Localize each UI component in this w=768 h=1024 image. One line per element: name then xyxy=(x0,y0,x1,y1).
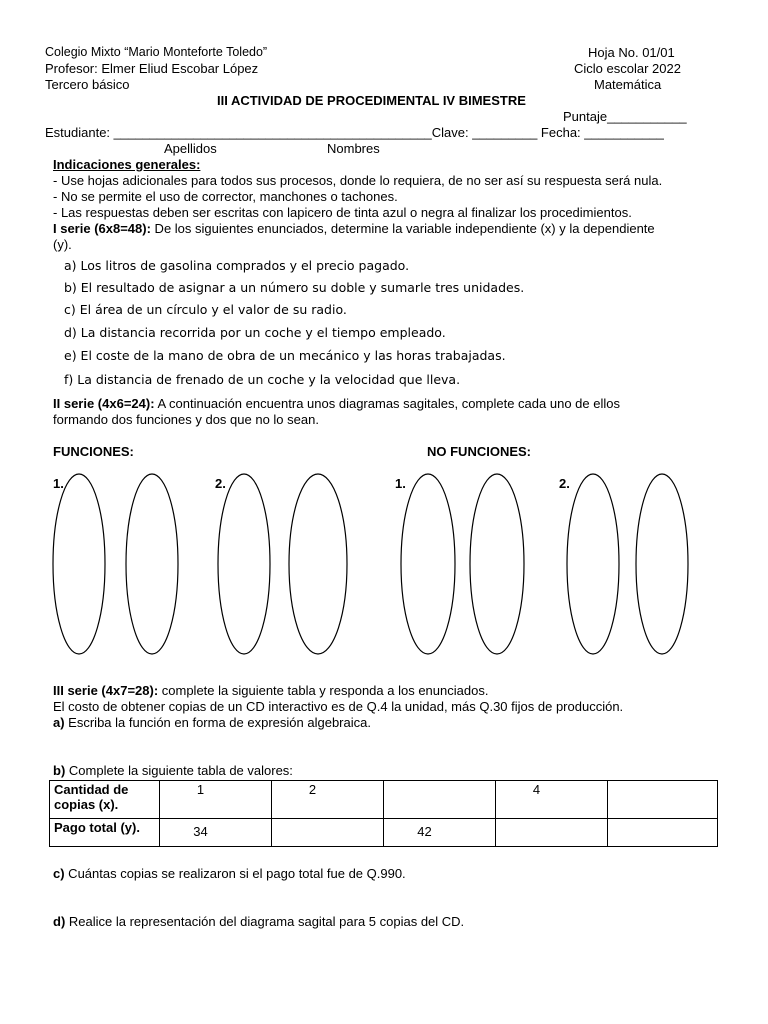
serie2-label: II serie (4x6=24): xyxy=(53,396,155,411)
serie2-text-cont: formando dos funciones y dos que no lo sean. xyxy=(53,412,319,427)
school-year: Ciclo escolar 2022 xyxy=(574,61,681,76)
table-row xyxy=(50,819,718,847)
table-cell[interactable] xyxy=(608,781,718,819)
values-table xyxy=(49,780,718,847)
diagram-set-ellipse xyxy=(289,474,347,654)
question-b xyxy=(53,763,293,778)
instruction-item: - Las respuestas deben ser escritas con lapicero de tinta azul o negra al finalizar los procedimientos. xyxy=(53,205,632,220)
table-cell[interactable]: 4 xyxy=(496,781,608,819)
school-name: Colegio Mixto “Mario Monteforte Toledo” xyxy=(45,45,268,59)
serie1-text-cont: (y). xyxy=(53,237,72,252)
question-c-text: Cuántas copias se realizaron si el pago total fue de Q.990. xyxy=(64,866,406,881)
serie1-label: I serie (6x8=48): xyxy=(53,221,151,236)
question-d-text: Realice la representación del diagrama sagital para 5 copias del CD. xyxy=(65,914,465,929)
serie1-item-e: e) El coste de la mano de obra de un mecánico y las horas trabajadas. xyxy=(64,348,506,363)
question-c xyxy=(53,866,406,881)
serie3-text: complete la siguiente tabla y responda a los enunciados. xyxy=(158,683,489,698)
teacher-name: Profesor: Elmer Eliud Escobar López xyxy=(45,61,259,76)
serie2-text: A continuación encuentra unos diagramas sagitales, complete cada uno de ellos xyxy=(154,396,620,411)
question-d xyxy=(53,914,464,929)
diagram-set-ellipse xyxy=(567,474,619,654)
table-row xyxy=(50,781,718,819)
question-b-label: b) xyxy=(53,763,66,778)
diagram-set-ellipse xyxy=(470,474,524,654)
table-cell[interactable] xyxy=(608,819,718,847)
serie1-text: De los siguientes enunciados, determine la variable independiente (x) y la dependiente xyxy=(150,221,655,236)
student-line: Estudiante: ____________________________________________Clave: _________ Fecha: ___________ xyxy=(45,125,664,140)
serie1-item-b: b) El resultado de asignar a un número su doble y sumarle tres unidades. xyxy=(64,280,525,295)
surnames-caption: Apellidos xyxy=(164,141,217,156)
question-c-label: c) xyxy=(53,866,65,881)
table-cell[interactable] xyxy=(496,819,608,847)
question-a-label: a) xyxy=(53,715,65,730)
no-functions-heading: NO FUNCIONES: xyxy=(427,444,531,459)
table-cell[interactable]: 42 xyxy=(384,819,496,847)
diagram-set-ellipse xyxy=(218,474,270,654)
serie1-item-d: d) La distancia recorrida por un coche y el tiempo empleado. xyxy=(64,325,446,340)
question-d-label: d) xyxy=(53,914,66,929)
sheet-number: Hoja No. 01/01 xyxy=(588,45,675,60)
diagram-number: 2. xyxy=(559,476,570,491)
instruction-item: - No se permite el uso de corrector, manchones o tachones. xyxy=(53,189,398,204)
question-a xyxy=(53,715,371,730)
diagram-set-ellipse xyxy=(126,474,178,654)
table-cell[interactable]: 2 xyxy=(272,781,384,819)
names-caption: Nombres xyxy=(327,141,380,156)
diagram-set-ellipse xyxy=(636,474,688,654)
diagram-number: 1. xyxy=(53,476,64,491)
diagram-set-ellipse xyxy=(401,474,455,654)
table-header-copies: Cantidad de copias (x). xyxy=(50,781,160,819)
functions-heading: FUNCIONES: xyxy=(53,444,134,459)
serie1-item-c: c) El área de un círculo y el valor de su radio. xyxy=(64,302,347,317)
page-title: III ACTIVIDAD DE PROCEDIMENTAL IV BIMESTRE xyxy=(217,93,526,108)
serie3-context: El costo de obtener copias de un CD interactivo es de Q.4 la unidad, más Q.30 fijos de producción. xyxy=(53,699,624,714)
diagram-set-ellipse xyxy=(53,474,105,654)
table-header-payment: Pago total (y). xyxy=(50,819,160,847)
table-cell[interactable] xyxy=(384,781,496,819)
table-cell[interactable]: 1 xyxy=(160,781,272,819)
serie3-label: III serie (4x7=28): xyxy=(53,683,159,698)
subject: Matemática xyxy=(594,77,662,92)
instructions-heading: Indicaciones generales: xyxy=(53,157,201,172)
instruction-item: - Use hojas adicionales para todos sus procesos, donde lo requiera, de no ser así su respuesta será nula. xyxy=(53,173,663,188)
grade: Tercero básico xyxy=(45,77,130,92)
question-b-text: Complete la siguiente tabla de valores: xyxy=(65,763,293,778)
table-cell[interactable]: 34 xyxy=(160,819,272,847)
diagram-number: 1. xyxy=(395,476,406,491)
score-line: Puntaje___________ xyxy=(563,109,687,124)
serie3-statement xyxy=(53,683,488,698)
diagram-number: 2. xyxy=(215,476,226,491)
question-a-text: Escriba la función en forma de expresión algebraica. xyxy=(64,715,371,730)
serie1-item-a: a) Los litros de gasolina comprados y el precio pagado. xyxy=(64,258,410,273)
table-cell[interactable] xyxy=(272,819,384,847)
serie1-item-f: f) La distancia de frenado de un coche y la velocidad que lleva. xyxy=(64,372,461,387)
